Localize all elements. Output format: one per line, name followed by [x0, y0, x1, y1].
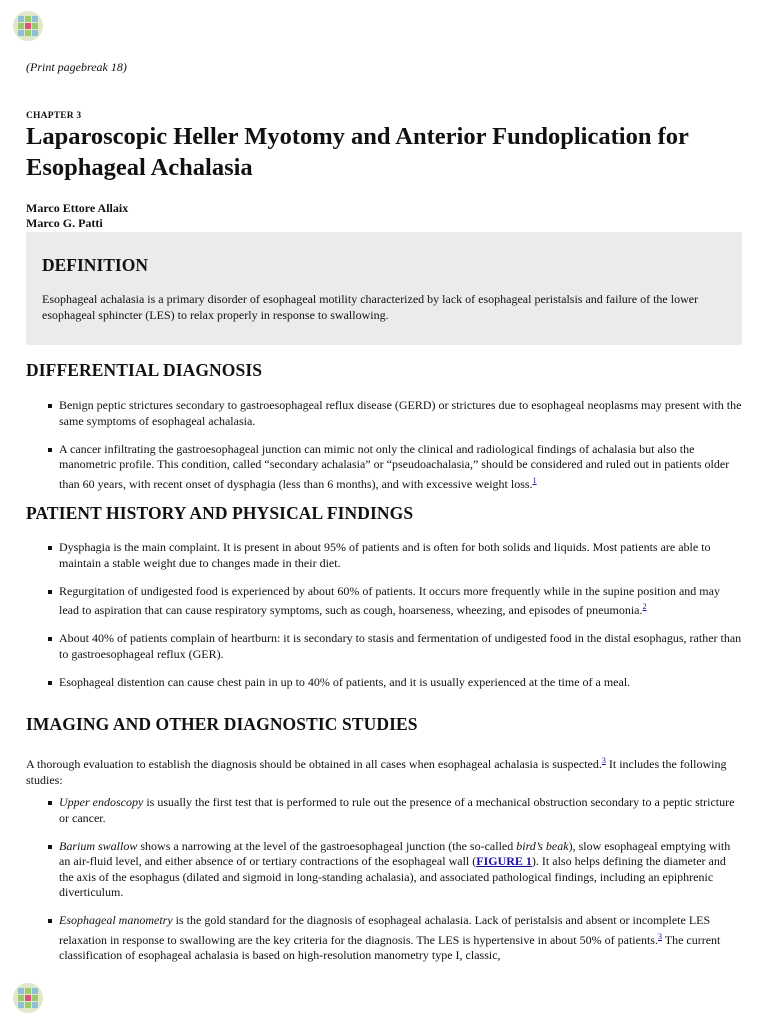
author-list: [26, 201, 128, 231]
list-item-text: Regurgitation of undigested food is experienced by about 60% of patients. It occurs more frequently while in the supine position and may lead to aspiration that can cause respiratory symptoms, such as cough, hoarseness, wheezing, and episodes of pneumonia.: [59, 583, 720, 617]
study-name: Barium swallow: [59, 838, 138, 853]
definition-box: [26, 232, 742, 345]
term-emphasis: bird’s beak: [516, 838, 569, 853]
chapter-title: Laparoscopic Heller Myotomy and Anterior Fundoplication for Esophageal Achalasia: [26, 123, 689, 181]
imaging-list: [26, 795, 742, 976]
study-name: Upper endoscopy: [59, 795, 144, 809]
list-item-text: ). It also helps defining the diameter and the axis of the esophagus (dilated and sigmoid in long-standing achalasia), and associated pathological findings, including an epiphrenic diverticulum.: [59, 854, 726, 899]
author-name: Marco G. Patti: [26, 216, 103, 230]
author-name: Marco Ettore Allaix: [26, 201, 129, 215]
list-item: [26, 675, 742, 691]
list-item-text: Benign peptic strictures secondary to gastroesophageal reflux disease (GERD) or strictures due to esophageal neoplasms may present with the same symptoms of esophageal achalasia.: [59, 398, 742, 428]
definition-text: Esophageal achalasia is a primary disorder of esophageal motility characterized by lack of esophageal peristalsis and failure of the lower esophageal sphincter (LES) to relax properly in response to swallowing.: [42, 292, 699, 322]
chapter-label: CHAPTER 3: [26, 111, 82, 121]
reference-link[interactable]: 1: [532, 475, 537, 485]
list-item-text: The current classification of esophageal achalasia is based on high-resolution manometry type I, classic,: [59, 932, 721, 962]
intro-text: It includes the following studies:: [26, 757, 727, 787]
list-item: [26, 442, 742, 493]
intro-text: A thorough evaluation to establish the diagnosis should be obtained in all cases when esophageal achalasia is suspected.: [26, 757, 602, 771]
imaging-intro: [26, 753, 742, 788]
list-item: [26, 584, 742, 619]
list-item-text: About 40% of patients complain of heartburn: it is secondary to stasis and fermentation of undigested food in the distal esophagus, rather than to gastroesophageal reflux (GER).: [59, 631, 742, 661]
section-heading-history: PATIENT HISTORY AND PHYSICAL FINDINGS: [26, 503, 414, 523]
list-item: [26, 631, 742, 662]
list-item: [26, 540, 742, 571]
list-item: [26, 398, 742, 429]
publisher-logo-icon: [12, 10, 44, 42]
section-heading-imaging: IMAGING AND OTHER DIAGNOSTIC STUDIES: [26, 714, 418, 734]
differential-list: [26, 398, 742, 505]
reference-link[interactable]: 3: [601, 756, 606, 765]
print-pagebreak-note: (Print pagebreak 18): [26, 60, 127, 74]
section-heading-differential: DIFFERENTIAL DIAGNOSIS: [26, 360, 263, 380]
reference-link[interactable]: 2: [642, 602, 647, 611]
study-name: Esophageal manometry: [59, 913, 173, 927]
figure-link[interactable]: FIGURE 1: [476, 854, 532, 868]
list-item-text: A cancer infiltrating the gastroesophageal junction can mimic not only the clinical and radiological findings of achalasia but also the manometric profile. This condition, called “secondary achalasia” or “pseudoachalasia,” should be considered and ruled out in patients older than 60 years, with recent onset of dysphagia (less than 6 months), and with excessive weight loss.: [59, 441, 730, 491]
publisher-logo-icon: [12, 982, 44, 1014]
list-item-text: ), slow esophageal emptying with an air-fluid level, and either absence of or tertiary contractions of the esophageal wall (: [59, 838, 731, 868]
definition-heading: DEFINITION: [42, 255, 148, 275]
reference-link[interactable]: 3: [657, 931, 662, 941]
list-item: [26, 795, 742, 826]
list-item: [26, 839, 742, 901]
list-item-text: is usually the first test that is performed to rule out the presence of a mechanical obstruction secondary to a peptic stricture or cancer.: [59, 795, 735, 825]
list-item-text: Esophageal distention can cause chest pain in up to 40% of patients, and it is usually experienced at the time of a meal.: [59, 674, 631, 689]
list-item-text: is the gold standard for the diagnosis of esophageal achalasia. Lack of peristalsis and absent or incomplete LES relaxation in response to swallowing are the key criteria for the diagnosis. The LES is hypertensive in about 50% of patients.: [59, 913, 711, 947]
list-item-text: shows a narrowing at the level of the gastroesophageal junction (the so-called: [137, 838, 517, 853]
list-item: [26, 913, 742, 964]
list-item-text: Dysphagia is the main complaint. It is present in about 95% of patients and is often for both solids and liquids. Most patients are able to maintain a stable weight due to changes made in their diet.: [59, 540, 711, 570]
history-list: [26, 540, 742, 703]
